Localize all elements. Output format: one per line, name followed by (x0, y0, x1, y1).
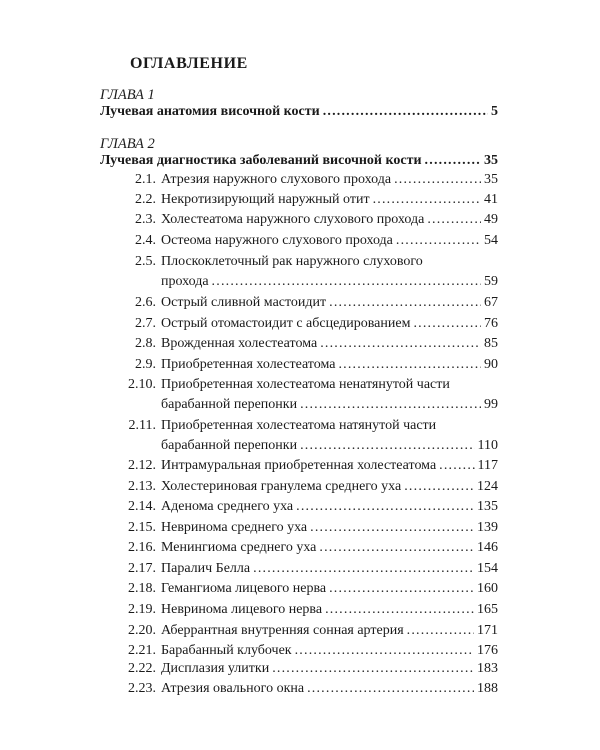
entry-title: Невринома среднего уха (161, 520, 308, 535)
entry-title: Остеома наружного слухового прохода (161, 233, 393, 248)
dot-leader (394, 170, 481, 190)
chapter-1-page: 5 (491, 104, 498, 119)
entry-number: 2.7. (135, 316, 156, 331)
toc-entry[interactable] (100, 538, 498, 558)
toc-entry[interactable] (100, 293, 498, 313)
toc-entry[interactable] (100, 518, 498, 538)
dot-leader (404, 477, 474, 497)
toc-entry[interactable] (100, 314, 498, 334)
entry-number: 2.13. (128, 479, 156, 494)
entry-title: Острый отомастоидит с абсцедированием (161, 316, 411, 331)
chapter-2-title-row[interactable] (100, 153, 498, 169)
entry-title: Дисплазия улитки (161, 661, 270, 676)
entry-title: Плоскоклеточный рак наружного слухового (161, 254, 423, 269)
entry-page: 67 (484, 295, 498, 310)
toc-entry[interactable] (100, 600, 498, 620)
toc-entry[interactable] (100, 621, 498, 641)
entry-page: 76 (484, 316, 498, 331)
dot-leader (329, 293, 481, 313)
entry-page: 90 (484, 357, 498, 372)
entry-page: 35 (484, 172, 498, 187)
entry-title-continued: барабанной перепонки (161, 397, 298, 412)
entry-page: 110 (477, 438, 498, 453)
entry-page: 135 (477, 499, 498, 514)
entry-title: Некротизирующий наружный отит (161, 192, 370, 207)
entry-title: Невринома лицевого нерва (161, 602, 323, 617)
dot-leader (407, 621, 474, 641)
entry-title: Аберрантная внутренняя сонная артерия (161, 623, 404, 638)
dot-leader (300, 395, 481, 415)
entry-number: 2.18. (128, 581, 156, 596)
entry-page: 85 (484, 336, 498, 351)
toc-entry[interactable] (100, 170, 498, 190)
entry-page: 146 (477, 540, 498, 555)
dot-leader (425, 153, 481, 169)
entry-number: 2.16. (128, 540, 156, 555)
toc-entry[interactable] (100, 579, 498, 599)
entry-page: 54 (484, 233, 498, 248)
chapter-2-title: Лучевая диагностика заболеваний височной кости (100, 153, 422, 168)
entry-title: Паралич Белла (161, 561, 251, 576)
entry-number: 2.9. (135, 357, 156, 372)
entry-title: Интрамуральная приобретенная холестеатома (161, 458, 437, 473)
toc-entry[interactable] (100, 477, 498, 497)
entry-number: 2.3. (135, 212, 156, 227)
toc-entry[interactable] (100, 210, 498, 230)
entry-page: 99 (484, 397, 498, 412)
toc-entry[interactable] (100, 559, 498, 579)
entry-title-continued: барабанной перепонки (161, 438, 298, 453)
page-title: ОГЛАВЛЕНИЕ (130, 55, 248, 72)
entry-title: Атрезия овального окна (161, 681, 305, 696)
chapter-2-label: ГЛАВА 2 (100, 136, 155, 152)
entry-title: Приобретенная холестеатома натянутой части (161, 418, 437, 433)
entry-number: 2.2. (135, 192, 156, 207)
entry-title: Холестериновая гранулема среднего уха (161, 479, 402, 494)
entry-title: Врожденная холестеатома (161, 336, 318, 351)
dot-leader (319, 538, 474, 558)
toc-entry[interactable] (100, 334, 498, 354)
toc-entry[interactable] (100, 456, 498, 476)
entry-title: Холестеатома наружного слухового прохода (161, 212, 425, 227)
entry-title: Аденома среднего уха (161, 499, 294, 514)
dot-leader (373, 190, 481, 210)
dot-leader (396, 231, 481, 251)
entry-title: Приобретенная холестеатома ненатянутой части (161, 377, 450, 392)
entry-title: Приобретенная холестеатома (161, 357, 336, 372)
entry-page: 41 (484, 192, 498, 207)
dot-leader (323, 104, 488, 120)
toc-entry[interactable] (100, 416, 498, 456)
entry-page: 139 (477, 520, 498, 535)
entry-number: 2.11. (128, 418, 156, 433)
entry-number: 2.1. (135, 172, 156, 187)
dot-leader (272, 659, 474, 679)
toc-entry[interactable] (100, 659, 498, 679)
entry-page: 165 (477, 602, 498, 617)
entry-page: 188 (477, 681, 498, 696)
entry-page: 59 (484, 274, 498, 289)
entry-number: 2.12. (128, 458, 156, 473)
dot-leader (295, 641, 474, 661)
entry-title: Атрезия наружного слухового прохода (161, 172, 392, 187)
toc-entry[interactable] (100, 497, 498, 517)
entry-title: Острый сливной мастоидит (161, 295, 327, 310)
entry-number: 2.14. (128, 499, 156, 514)
chapter-1-label: ГЛАВА 1 (100, 87, 155, 103)
dot-leader (296, 497, 474, 517)
dot-leader (325, 600, 474, 620)
entry-title-continued: прохода (161, 274, 209, 289)
entry-page: 49 (484, 212, 498, 227)
entry-number: 2.17. (128, 561, 156, 576)
toc-entry[interactable] (100, 252, 498, 292)
entry-page: 160 (477, 581, 498, 596)
entry-page: 154 (477, 561, 498, 576)
entry-page: 176 (477, 643, 498, 658)
dot-leader (253, 559, 474, 579)
chapter-2-page: 35 (484, 153, 498, 168)
dot-leader (439, 456, 474, 476)
entry-number: 2.23. (128, 681, 156, 696)
dot-leader (427, 210, 481, 230)
entry-number: 2.5. (135, 254, 156, 269)
dot-leader (413, 314, 481, 334)
entry-page: 183 (477, 661, 498, 676)
entry-number: 2.22. (128, 661, 156, 676)
entry-number: 2.6. (135, 295, 156, 310)
entry-title: Барабанный клубочек (161, 643, 292, 658)
dot-leader (307, 679, 474, 699)
dot-leader (310, 518, 474, 538)
entry-number: 2.8. (135, 336, 156, 351)
entry-page: 171 (477, 623, 498, 638)
entry-number: 2.15. (128, 520, 156, 535)
entry-number: 2.21. (128, 643, 156, 658)
chapter-1-title-row[interactable] (100, 104, 498, 120)
toc-entry[interactable] (100, 355, 498, 375)
dot-leader (329, 579, 474, 599)
entry-page: 124 (477, 479, 498, 494)
toc-entry[interactable] (100, 641, 498, 661)
toc-entry[interactable] (100, 190, 498, 210)
entry-title: Менингиома среднего уха (161, 540, 317, 555)
entry-number: 2.19. (128, 602, 156, 617)
entry-number: 2.4. (135, 233, 156, 248)
dot-leader (320, 334, 481, 354)
entry-number: 2.20. (128, 623, 156, 638)
toc-entry[interactable] (100, 231, 498, 251)
entry-page: 117 (477, 458, 498, 473)
dot-leader (338, 355, 481, 375)
dot-leader (212, 272, 481, 292)
toc-entry[interactable] (100, 679, 498, 699)
dot-leader (300, 436, 474, 456)
chapter-1-title: Лучевая анатомия височной кости (100, 104, 320, 119)
entry-title: Гемангиома лицевого нерва (161, 581, 327, 596)
entry-number: 2.10. (128, 377, 156, 392)
toc-entry[interactable] (100, 375, 498, 415)
